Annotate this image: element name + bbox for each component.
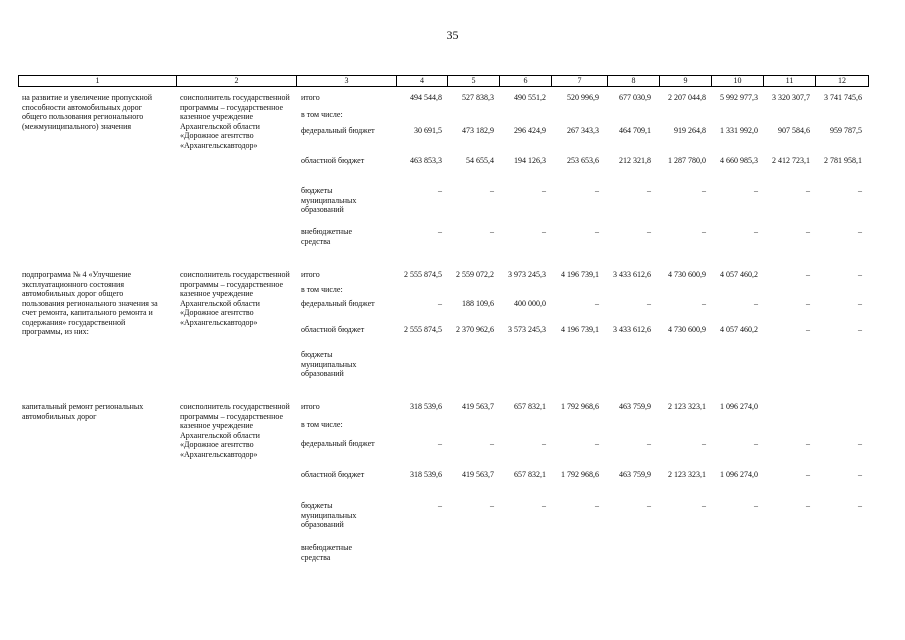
cell-value: 54 655,4 <box>466 156 494 165</box>
section-executor: соисполнитель государственной программы – государственное казенное учреждение Архангельской области «Дорожное агентство «Архангельскавтодор» <box>180 270 290 327</box>
column-header-9: 9 <box>660 76 712 86</box>
cell-value: – <box>438 299 442 308</box>
column-header-12: 12 <box>838 76 846 85</box>
cell-value: 907 584,6 <box>778 126 810 135</box>
row-label: федеральный бюджет <box>301 439 375 448</box>
cell-value: – <box>702 186 706 195</box>
cell-value: – <box>595 439 599 448</box>
row-label: федеральный бюджет <box>301 126 375 135</box>
cell-value: – <box>806 439 810 448</box>
cell-value: 657 832,1 <box>514 402 546 411</box>
cell-value: – <box>595 227 599 236</box>
cell-value: 464 709,1 <box>619 126 651 135</box>
row-label: внебюджетные средства <box>301 227 352 246</box>
cell-value: 2 123 323,1 <box>668 470 706 479</box>
cell-value: – <box>806 270 810 279</box>
cell-value: 2 781 958,1 <box>824 156 862 165</box>
cell-value: 473 182,9 <box>462 126 494 135</box>
row-label: внебюджетные средства <box>301 543 352 562</box>
cell-value: 463 759,9 <box>619 402 651 411</box>
cell-value: 194 126,3 <box>514 156 546 165</box>
row-label: итого <box>301 402 320 411</box>
cell-value: – <box>647 439 651 448</box>
column-header-10: 10 <box>712 76 764 86</box>
cell-value: 4 660 985,3 <box>720 156 758 165</box>
cell-value: – <box>438 227 442 236</box>
cell-value: 2 370 962,6 <box>456 325 494 334</box>
column-header-5: 5 <box>448 76 500 86</box>
cell-value: – <box>595 501 599 510</box>
cell-value: 4 196 739,1 <box>561 270 599 279</box>
cell-value: 677 030,9 <box>619 93 651 102</box>
cell-value: 919 264,8 <box>674 126 706 135</box>
cell-value: – <box>438 501 442 510</box>
cell-value: 3 433 612,6 <box>613 270 651 279</box>
cell-value: – <box>595 186 599 195</box>
cell-value: – <box>647 299 651 308</box>
cell-value: – <box>595 299 599 308</box>
cell-value: 212 321,8 <box>619 156 651 165</box>
cell-value: 30 691,5 <box>414 126 442 135</box>
cell-value: – <box>438 439 442 448</box>
cell-value: – <box>438 186 442 195</box>
cell-value: 3 973 245,3 <box>508 270 546 279</box>
cell-value: 1 096 274,0 <box>720 402 758 411</box>
column-header-6: 6 <box>500 76 552 86</box>
section-executor: соисполнитель государственной программы – государственное казенное учреждение Архангельской области «Дорожное агентство «Архангельскавтодор» <box>180 93 290 150</box>
cell-value: 2 555 874,5 <box>404 270 442 279</box>
column-header-4: 4 <box>397 76 448 86</box>
cell-value: – <box>858 227 862 236</box>
row-label: бюджеты муниципальных образований <box>301 350 357 378</box>
cell-value: 657 832,1 <box>514 470 546 479</box>
cell-value: – <box>858 325 862 334</box>
cell-value: – <box>806 227 810 236</box>
cell-value: 3 741 745,6 <box>824 93 862 102</box>
cell-value: – <box>754 299 758 308</box>
cell-value: 4 196 739,1 <box>561 325 599 334</box>
cell-value: – <box>806 186 810 195</box>
cell-value: 3 320 307,7 <box>772 93 810 102</box>
column-header-2: 2 <box>177 76 297 86</box>
cell-value: 318 539,6 <box>410 470 442 479</box>
cell-value: 253 653,6 <box>567 156 599 165</box>
cell-value: 5 992 977,3 <box>720 93 758 102</box>
cell-value: 1 287 780,0 <box>668 156 706 165</box>
row-label: в том числе: <box>301 420 343 429</box>
cell-value: 296 424,9 <box>514 126 546 135</box>
cell-value: 1 331 992,0 <box>720 126 758 135</box>
cell-value: – <box>858 299 862 308</box>
cell-value: 2 412 723,1 <box>772 156 810 165</box>
cell-value: 188 109,6 <box>462 299 494 308</box>
cell-value: – <box>702 227 706 236</box>
cell-value: – <box>858 186 862 195</box>
cell-value: 419 563,7 <box>462 402 494 411</box>
cell-value: 2 559 072,2 <box>456 270 494 279</box>
cell-value: – <box>542 439 546 448</box>
cell-value: 490 551,2 <box>514 93 546 102</box>
cell-value: 2 123 323,1 <box>668 402 706 411</box>
column-header-1: 1 <box>19 76 177 86</box>
cell-value: – <box>647 501 651 510</box>
cell-value: 4 057 460,2 <box>720 270 758 279</box>
row-label: федеральный бюджет <box>301 299 375 308</box>
cell-value: 1 792 968,6 <box>561 402 599 411</box>
cell-value: – <box>858 439 862 448</box>
cell-value: – <box>490 439 494 448</box>
cell-value: 267 343,3 <box>567 126 599 135</box>
row-label: в том числе: <box>301 285 343 294</box>
cell-value: – <box>647 227 651 236</box>
column-header-7: 7 <box>552 76 608 86</box>
cell-value: 463 853,3 <box>410 156 442 165</box>
column-header-8: 8 <box>608 76 660 86</box>
cell-value: – <box>754 186 758 195</box>
row-label: областной бюджет <box>301 470 365 479</box>
cell-value: – <box>542 227 546 236</box>
cell-value: – <box>754 439 758 448</box>
cell-value: – <box>754 227 758 236</box>
cell-value: – <box>490 186 494 195</box>
row-label: бюджеты муниципальных образований <box>301 186 357 214</box>
table-header-row <box>18 75 869 87</box>
section-title: подпрограмма № 4 «Улучшение эксплуатационного состояния автомобильных дорог общего пользования регионального значения за счет ремонта, капитального ремонта и содержания» государственной программы, из них: <box>22 270 158 336</box>
cell-value: 3 573 245,3 <box>508 325 546 334</box>
section-executor: соисполнитель государственной программы – государственное казенное учреждение Архангельской области «Дорожное агентство «Архангельскавтодор» <box>180 402 290 459</box>
cell-value: – <box>702 299 706 308</box>
cell-value: – <box>806 299 810 308</box>
cell-value: 959 787,5 <box>830 126 862 135</box>
row-label: бюджеты муниципальных образований <box>301 501 357 529</box>
cell-value: 527 838,3 <box>462 93 494 102</box>
cell-value: – <box>702 439 706 448</box>
row-label: в том числе: <box>301 110 343 119</box>
cell-value: – <box>542 501 546 510</box>
cell-value: 520 996,9 <box>567 93 599 102</box>
cell-value: 2 555 874,5 <box>404 325 442 334</box>
row-label: итого <box>301 93 320 102</box>
cell-value: 1 792 968,6 <box>561 470 599 479</box>
section-title: на развитие и увеличение пропускной способности автомобильных дорог общего пользования регионального (межмуниципального) значения <box>22 93 153 131</box>
cell-value: 4 730 600,9 <box>668 325 706 334</box>
cell-value: – <box>858 470 862 479</box>
cell-value: 4 057 460,2 <box>720 325 758 334</box>
cell-value: – <box>806 470 810 479</box>
cell-value: 463 759,9 <box>619 470 651 479</box>
cell-value: 3 433 612,6 <box>613 325 651 334</box>
page-number: 35 <box>446 28 459 42</box>
cell-value: 494 544,8 <box>410 93 442 102</box>
cell-value: – <box>542 186 546 195</box>
cell-value: 2 207 044,8 <box>668 93 706 102</box>
cell-value: 318 539,6 <box>410 402 442 411</box>
cell-value: 419 563,7 <box>462 470 494 479</box>
cell-value: – <box>647 186 651 195</box>
row-label: областной бюджет <box>301 156 365 165</box>
row-label: итого <box>301 270 320 279</box>
cell-value: 1 096 274,0 <box>720 470 758 479</box>
cell-value: 400 000,0 <box>514 299 546 308</box>
cell-value: – <box>858 501 862 510</box>
column-header-11: 11 <box>764 76 816 86</box>
cell-value: – <box>806 501 810 510</box>
cell-value: – <box>806 325 810 334</box>
cell-value: – <box>702 501 706 510</box>
section-title: капитальный ремонт региональных автомобильных дорог <box>22 402 144 421</box>
cell-value: – <box>858 270 862 279</box>
column-header-3: 3 <box>297 76 397 86</box>
row-label: областной бюджет <box>301 325 365 334</box>
cell-value: – <box>490 227 494 236</box>
cell-value: – <box>490 501 494 510</box>
cell-value: – <box>754 501 758 510</box>
cell-value: 4 730 600,9 <box>668 270 706 279</box>
